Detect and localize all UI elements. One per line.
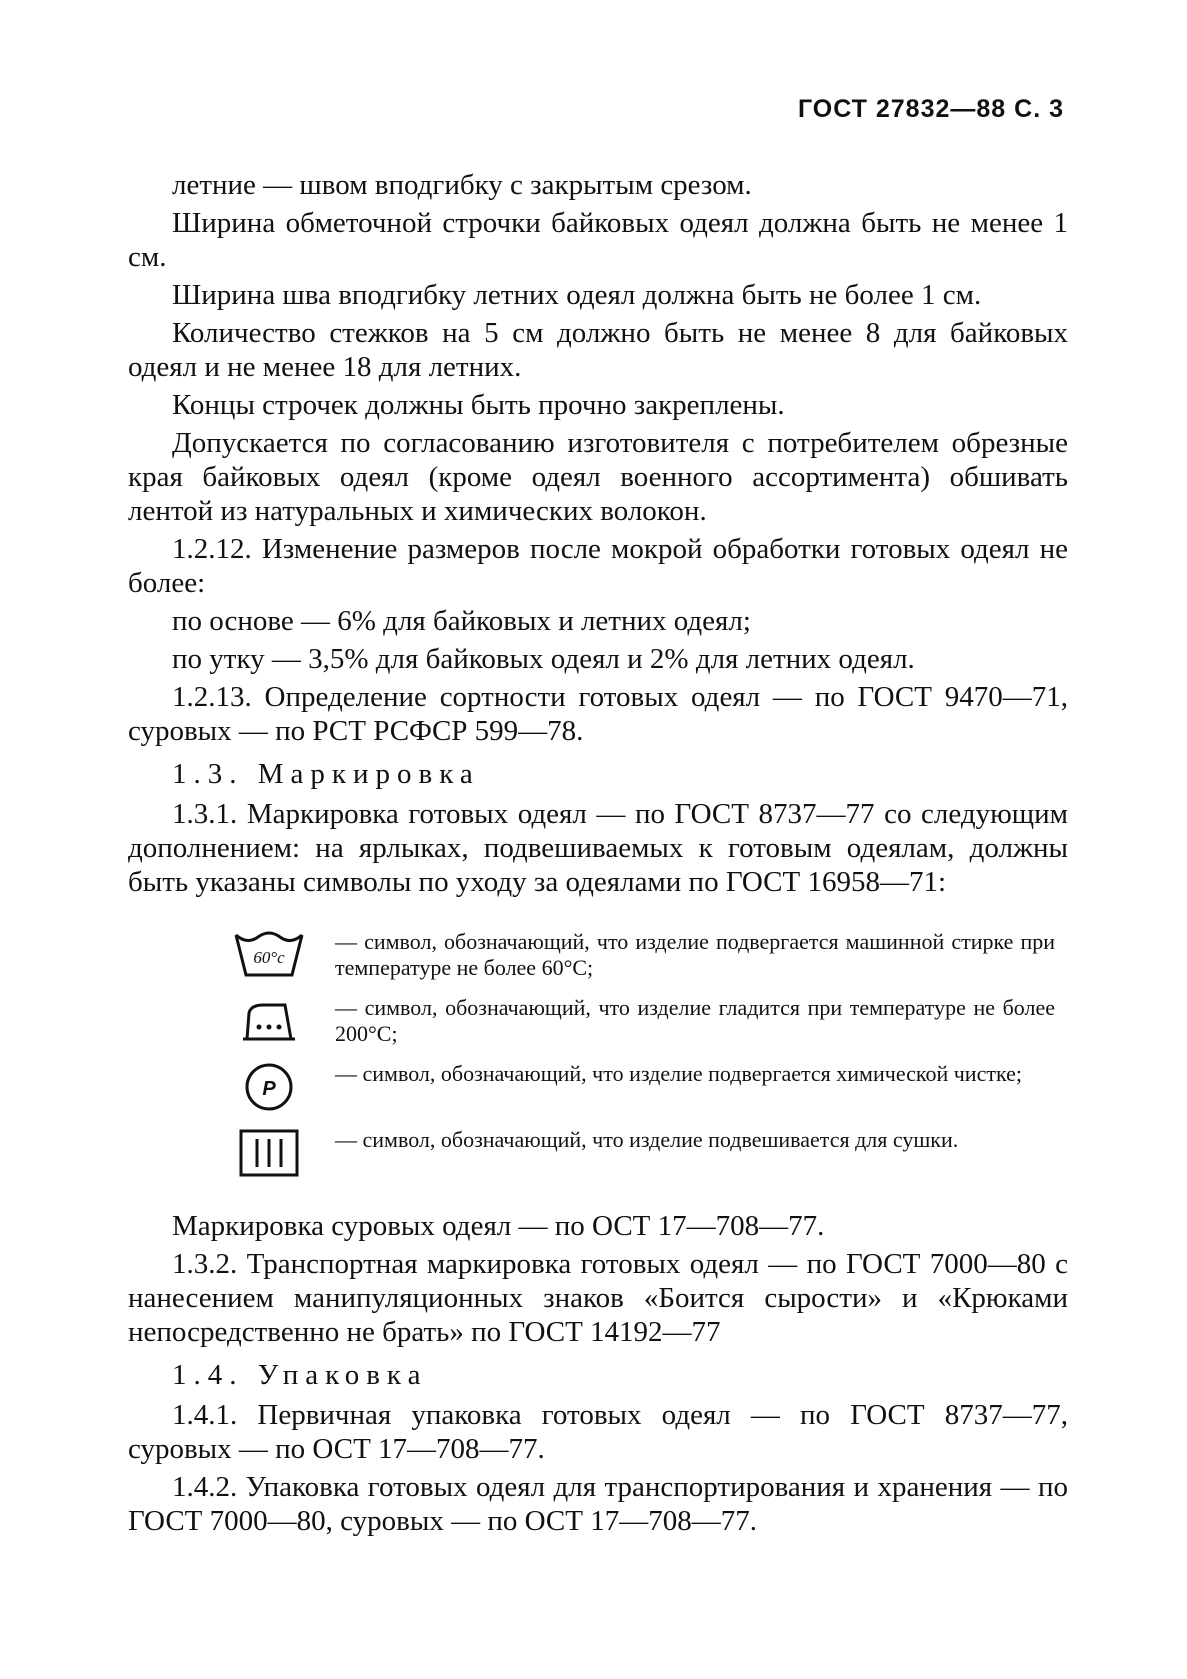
paragraph: 1.4.2. Упаковка готовых одеял для транспортирования и хранения — по ГОСТ 7000—80, суровых — по ОСТ 17—708—77. xyxy=(128,1471,1068,1537)
care-symbol-text: — символ, обозначающий, что изделие подвергается химической чистке; xyxy=(335,1061,1022,1086)
paragraph: Допускается по согласованию изготовителя с потребителем обрезные края байковых одеял (кроме одеял военного ассортимента) обшивать лентой из натуральных и химических волокон. xyxy=(128,427,1068,527)
paragraph: по основе — 6% для байковых и летних одеял; xyxy=(172,605,751,637)
wash-temperature-label: 60°c xyxy=(253,948,285,967)
paragraph: 1.2.13. Определение сортности готовых одеял — по ГОСТ 9470—71, суровых — по РСТ РСФСР 599—78. xyxy=(128,681,1068,747)
paragraph: по утку — 3,5% для байковых одеял и 2% для летних одеял. xyxy=(172,643,915,675)
care-symbol-text: — символ, обозначающий, что изделие подвергается машинной стирке при температуре не более 60°С; xyxy=(335,929,1055,980)
care-symbol-text: — символ, обозначающий, что изделие гладится при температуре не более 200°С; xyxy=(335,995,1055,1046)
paragraph: летние — швом вподгибку с закрытым срезом. xyxy=(172,169,752,201)
paragraph: 1.3.2. Транспортная маркировка готовых одеял — по ГОСТ 7000—80 с нанесением манипуляционных знаков «Боится сырости» и «Крюками непосредственно не брать» по ГОСТ 14192—77 xyxy=(128,1248,1068,1348)
care-symbol-row xyxy=(128,1061,1068,1113)
wash-60-icon xyxy=(233,929,305,981)
dry-clean-label: P xyxy=(262,1078,276,1100)
care-symbol-text: — символ, обозначающий, что изделие подвешивается для сушки. xyxy=(335,1127,959,1152)
section-heading-packaging: 1.4. Упаковка xyxy=(172,1359,428,1391)
dry-clean-icon xyxy=(233,1061,305,1113)
section-heading-marking: 1.3. Маркировка xyxy=(172,758,480,790)
paragraph: 1.2.12. Изменение размеров после мокрой обработки готовых одеял не более: xyxy=(128,533,1068,599)
care-symbols-list xyxy=(128,929,1068,1179)
iron-icon xyxy=(233,995,305,1047)
document-body xyxy=(128,168,1068,1542)
care-symbol-row xyxy=(128,1127,1068,1179)
page-header: ГОСТ 27832—88 С. 3 xyxy=(797,95,1064,123)
paragraph: Маркировка суровых одеял — по ОСТ 17—708—77. xyxy=(172,1210,825,1242)
paragraph: 1.3.1. Маркировка готовых одеял — по ГОСТ 8737—77 со следующим дополнением: на ярлыках, подвешиваемых к готовым одеялам, должны быть указаны символы по уходу за одеялами по ГОСТ 16958—71: xyxy=(128,798,1068,898)
paragraph: Концы строчек должны быть прочно закреплены. xyxy=(172,389,785,421)
paragraph: Количество стежков на 5 см должно быть не менее 8 для байковых одеял и не менее 18 для летних. xyxy=(128,317,1068,383)
paragraph: Ширина шва вподгибку летних одеял должна быть не более 1 см. xyxy=(172,279,982,311)
care-symbol-row xyxy=(128,995,1068,1047)
paragraph: 1.4.1. Первичная упаковка готовых одеял — по ГОСТ 8737—77, суровых — по ОСТ 17—708—77. xyxy=(128,1399,1068,1465)
care-symbol-row xyxy=(128,929,1068,981)
hang-dry-icon xyxy=(233,1127,305,1179)
paragraph: Ширина обметочной строчки байковых одеял должна быть не менее 1 см. xyxy=(128,207,1068,273)
